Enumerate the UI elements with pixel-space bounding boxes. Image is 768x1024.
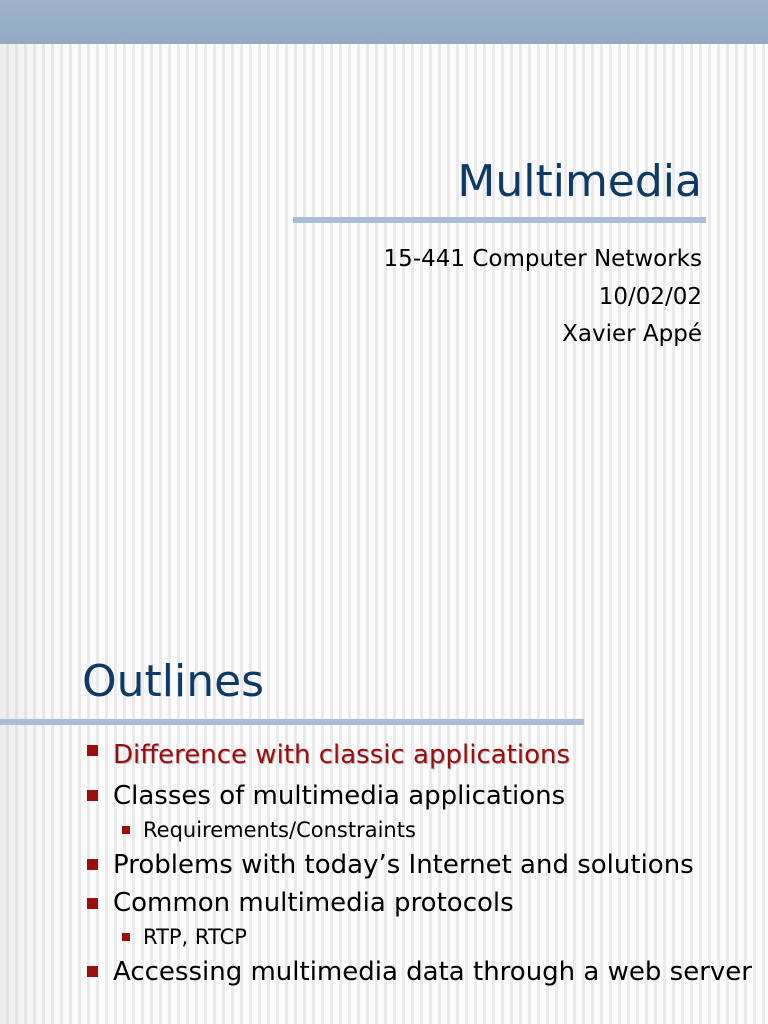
- bullet-item: Common multimedia protocols: [113, 888, 514, 918]
- outline-slide: [0, 576, 768, 1024]
- bullet-item: Classes of multimedia applications: [113, 781, 566, 811]
- square-bullet-icon: [87, 790, 98, 801]
- bullet-item: Problems with today’s Internet and solutions: [113, 850, 694, 880]
- sub-bullet-item: Requirements/Constraints: [143, 818, 416, 842]
- bullet-item: Accessing multimedia data through a web server: [113, 957, 752, 987]
- author-name: Xavier Appé: [562, 321, 702, 347]
- small-square-bullet-icon: [122, 933, 130, 941]
- small-square-bullet-icon: [122, 826, 130, 834]
- slide-header-bar: [0, 0, 768, 44]
- square-bullet-icon: [87, 898, 98, 909]
- square-bullet-icon: [87, 745, 98, 756]
- title-underline: [293, 217, 706, 223]
- square-bullet-icon: [87, 966, 98, 977]
- outline-bullet-list: [0, 576, 768, 1024]
- slide-title: Multimedia: [457, 156, 702, 207]
- outline-title: Outlines: [82, 656, 265, 707]
- course-name: 15-441 Computer Networks: [383, 246, 702, 272]
- bullet-item: Difference with classic applications: [113, 740, 571, 770]
- presentation-date: 10/02/02: [598, 284, 702, 310]
- sub-bullet-item: RTP, RTCP: [143, 925, 247, 949]
- square-bullet-icon: [87, 859, 98, 870]
